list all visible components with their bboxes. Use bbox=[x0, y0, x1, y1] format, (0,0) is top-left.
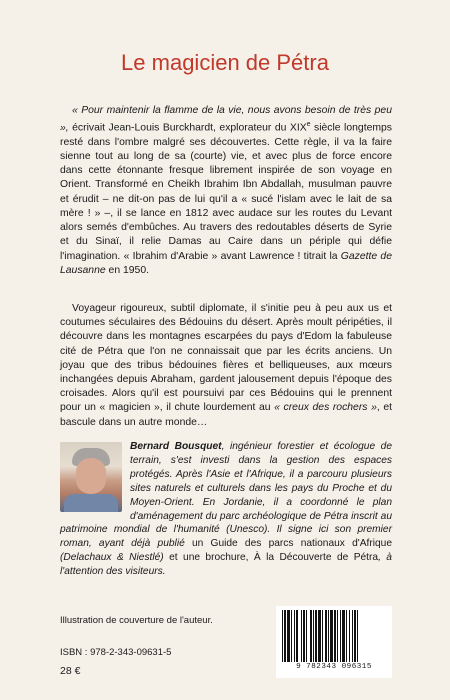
book-title: Le magicien de Pétra bbox=[121, 50, 329, 75]
author-bio: Bernard Bousquet, ingénieur forestier et écologue de terrain, s'est investi dans la gestion des espaces protégés. Après l'Asie et l'Afrique, il a parcouru plusieurs sites naturels et culturels dans les pays du Proche et du Moyen-Orient. En Jordanie, il a coordonné le plan d'aménagement du parc archéologique de Pétra inscrit au patrimoine mondial de l'humanité (Unesco). Il signe ici son premier roman, ayant déjà publié un Guide des parcs nationaux d'Afrique (Delachaux & Niestlé) et une brochure, À la Découverte de Pétra, à l'attention des visiteurs. bbox=[60, 441, 392, 578]
barcode-bar bbox=[358, 610, 359, 662]
summary-paragraph-2: Voyageur rigoureux, subtil diplomate, il s'initie peu à peu aux us et coutumes séculaires des Bédouins du désert. Après moult péripéties, il découvre dans les montagnes escarpées du pays d'Edom la fabuleuse cité de Pétra que l'on ne connaissait que par les écrits anciens. Un joyau que des tribus bédouines fières et belliqueuses, aux mœurs inchangées depuis Abraham, gardent jalousement depuis l'époque des croisades. Alors qu'il est poursuivi par ces Bédouins qui le prennent pour un « magicien », il chute lourdement au « creux des rochers », et bascule dans un autre monde… bbox=[60, 303, 392, 428]
price: 28 € bbox=[60, 665, 81, 677]
cover-credit: Illustration de couverture de l'auteur. bbox=[60, 615, 213, 626]
isbn: ISBN : 978-2-343-09631-5 bbox=[60, 647, 172, 658]
barcode-bars bbox=[282, 610, 386, 662]
summary-paragraph-1: « Pour maintenir la flamme de la vie, nous avons besoin de très peu », écrivait Jean-Louis Burckhardt, explorateur du XIXe siècle longtemps resté dans l'ombre malgré ses découvertes. Cette règle, il va la faire sienne tout au long de sa (courte) vie, et avec plus de force encore dans cette étonnante fresque librement inspirée de son voyage en Orient. Transformé en Cheikh Ibrahim Ibn Abdallah, musulman pauvre et érudit – ne dit-on pas de lui qu'il a « sucé l'islam avec le lait de sa mère ! » –, il se lance en 1812 avec audace sur les routes du Levant alors semés d'embûches. Au travers des redoutables déserts de Syrie et du Sinaï, il relie Damas au Caire dans un périple qui défie l'imagination. « Ibrahim d'Arabie » avant Lawrence ! titrait la Gazette de Lausanne en 1950. bbox=[60, 105, 392, 276]
author-photo bbox=[60, 442, 122, 512]
barcode-digits: 9 782343 096315 bbox=[296, 663, 372, 671]
journal-name: Gazette de Lausanne bbox=[60, 250, 392, 276]
opening-quote: « Pour maintenir la flamme de la vie, nous avons besoin de très peu », bbox=[60, 105, 392, 134]
author-name: Bernard Bousquet bbox=[130, 441, 222, 452]
barcode bbox=[276, 606, 392, 678]
